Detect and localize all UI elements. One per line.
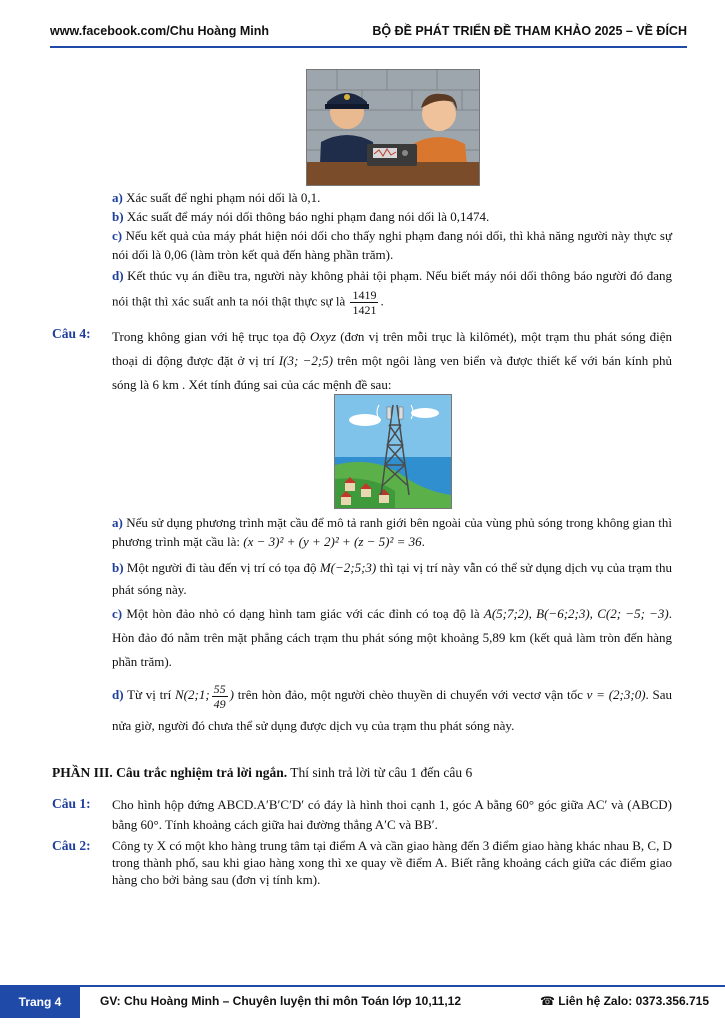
q4-intro-var: Oxyz [310,329,337,344]
footer-contact [540,994,709,1008]
q4-item-a: a) Nếu sử dụng phương trình mặt cầu để mô tả ranh giới bên ngoài của vùng phủ sóng trong không gian thì phương trình mặt cầu là: (x − 3)² + (y + 2)² + (z − 5)² = 36. [112,515,673,549]
q3-a-text: Xác suất để nghi phạm nói dối là 0,1. [126,190,321,205]
q3-d-label: d) [112,268,124,283]
q4-item-b [112,557,672,601]
q4-d-text-2: trên hòn đảo, một người chèo thuyền di chuyển với vectơ vận tốc [237,687,583,702]
q3-item-d [112,264,672,317]
q4-b-point: M(−2;5;3) [319,560,377,575]
footer-teacher-info: GV: Chu Hoàng Minh – Chuyên luyện thi môn Toán lớp 10,11,12 [100,994,462,1008]
q3-c-text: Nếu kết quả của máy phát hiện nói dối cho thấy nghi phạm đang nói dối, thì khả năng người này thực sự nói dối là 0,06 (làm tròn kết quả đến hàng phần trăm). [112,228,672,262]
q3-b-text: Xác suất để máy nói dối thông báo nghi phạm đang nói dối là 0,1474. [126,209,490,224]
q3-d-fraction [350,288,378,317]
part3-subtitle: Thí sinh trả lời từ câu 1 đến câu 6 [290,765,473,780]
footer-divider [0,985,725,987]
q4-b-text-2: thì tại vị trí này vẫn có thể sử dụng dịch vụ của trạm thu phát sóng này. [112,560,673,597]
q3-item-a [112,188,672,207]
q4-d-text-1: Từ vị trí [127,687,172,702]
part3-title: PHẦN III. Câu trắc nghiệm trả lời ngắn. [52,765,288,780]
q4-c-text-1: Một hòn đảo nhỏ có dạng hình tam giác với các đỉnh có toạ độ là [126,606,480,621]
q3-d-text: Kết thúc vụ án điều tra, người này không phải tội phạm. Nếu biết máy nói dối thông báo người đó đang nói thật thì xác suất anh ta nói thật thực sự là [112,268,672,309]
header-title: BỘ ĐỀ PHÁT TRIỂN ĐỀ THAM KHẢO 2025 – VỀ ĐÍCH [372,24,687,38]
q4-a-equation: (x − 3)² + (y + 2)² + (z − 5)² = 36 [243,534,422,549]
q4-intro-3: trên một ngôi làng ven biển và được thiết kế với bán kính phủ sóng là 6 km . Xét tính đúng sai của các mệnh đề sau: [112,353,672,392]
part3-q1-text: Cho hình hộp đứng ABCD.A′B′C′D′ có đáy là hình thoi cạnh 1, góc A bằng 60° góc giữa AC′ và (ABCD) bằng 60°. Tính khoảng cách giữa hai đường thẳng A′C và BB′. [112,797,672,832]
q4-d-frac-den: 49 [213,696,226,711]
q4-item-d [112,680,672,741]
q4-d-point [174,681,234,711]
page-header [50,24,687,44]
footer-contact-text: Liên hệ Zalo: 0373.356.715 [558,994,709,1008]
q4-intro-point: I(3; −2;5) [278,353,334,368]
q4-d-frac-num: 55 [213,681,226,696]
part3-q2-label: Câu 2: [52,838,91,853]
q4-b-label: b) [112,560,124,575]
part3-heading [52,763,672,782]
q4-intro [112,325,672,397]
q3-item-c [112,226,672,264]
q4-d-vector: v = (2;3;0) [586,687,646,702]
q3-d-frac-den: 1421 [352,303,377,317]
q4-intro-2: (đơn vị trên mỗi trục là kilômét), một trạm thu phát sóng điện thoại di động được đặt ở vị trí [112,329,673,368]
q4-item-c [112,602,672,674]
q4-d-text-3: . Sau nửa giờ, người đó chưa thể sử dụng được dịch vụ của trạm thu phát sóng này. [112,687,673,733]
q4-a-text: Nếu sử dụng phương trình mặt cầu để mô tả ranh giới bên ngoài của vùng phủ sóng trong không gian thì phương trình mặt cầu là: [112,515,673,549]
lie-detector-illustration [306,69,480,186]
q3-c-label: c) [112,228,123,243]
q4-d-point-pre: N(2;1; [174,687,210,702]
part3-q1-label: Câu 1: [52,796,91,811]
phone-icon: ☎ [539,994,555,1008]
q4-intro-1: Trong không gian với hệ trục tọa độ [112,329,306,344]
q4-label: Câu 4: [52,326,91,341]
header-divider [50,46,687,48]
page-number-badge: Trang 4 [0,986,80,1018]
q4-c-text-2: . Hòn đảo đó nằm trên mặt phẳng cách trạm thu phát sóng một khoảng 5,89 km (kết quả làm tròn đến hàng phần trăm). [112,606,673,669]
q3-item-b [112,207,672,226]
part3-q2-text: Công ty X có một kho hàng trung tâm tại điểm A và cần giao hàng đến 3 điểm giao hàng khác nhau B, C, D trong thành phố, sau khi giao hàng xong thì xe quay về điểm A. Biết rằng khoảng cách giữa các điểm giao hàng cho bởi bảng sau (đơn vị tính km). [112,838,672,887]
q3-b-label: b) [112,209,124,224]
q3-d-end: . [380,293,384,309]
q4-c-points: A(5;7;2), B(−6;2;3), C(2; −5; −3) [483,606,669,621]
q4-d-label: d) [112,687,124,702]
q3-a-label: a) [112,190,123,205]
q4-a-label: a) [112,515,123,530]
q4-c-label: c) [112,606,123,621]
header-facebook-link[interactable]: www.facebook.com/Chu Hoàng Minh [50,24,269,38]
q3-d-frac-num: 1419 [352,288,377,302]
cell-tower-illustration [334,394,452,509]
q4-d-fraction [212,682,228,711]
q4-b-text-1: Một người đi tàu đến vị trí có tọa độ [126,560,317,575]
q4-d-point-post: ) [229,687,234,702]
